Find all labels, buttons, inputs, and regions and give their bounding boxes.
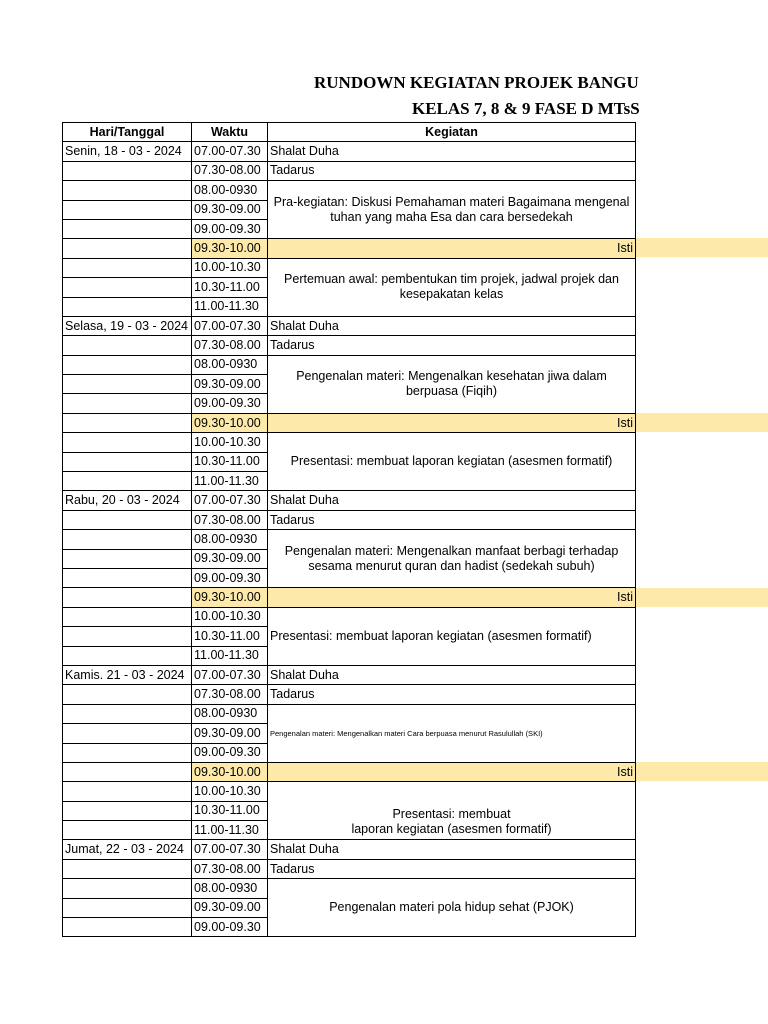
time-cell: 09.00-09.30 [192, 568, 268, 587]
time-cell: 08.00-0930 [192, 355, 268, 374]
day-empty [63, 568, 192, 587]
day-empty [63, 918, 192, 937]
time-cell: 07.30-08.00 [192, 859, 268, 878]
time-cell: 09.00-09.30 [192, 394, 268, 413]
time-cell: 09.30-09.00 [192, 724, 268, 743]
time-cell: 10.30-11.00 [192, 801, 268, 820]
table-row [63, 665, 636, 684]
day-empty [63, 588, 192, 607]
time-cell: 10.00-10.30 [192, 433, 268, 452]
day-empty [63, 646, 192, 665]
day-empty [63, 375, 192, 394]
activity-presentasi: Presentasi: membuat laporan kegiatan (asesmen formatif) [268, 607, 636, 665]
time-cell: 09.30-09.00 [192, 375, 268, 394]
time-cell: 11.00-11.30 [192, 821, 268, 840]
table-row [63, 316, 636, 335]
day-empty [63, 530, 192, 549]
activity-break: Isti [268, 588, 636, 607]
time-cell-break: 09.30-10.00 [192, 413, 268, 432]
day-empty [63, 297, 192, 316]
day-empty [63, 239, 192, 258]
activity-cell: Shalat Duha [268, 142, 636, 161]
time-cell: 10.30-11.00 [192, 627, 268, 646]
day-empty [63, 413, 192, 432]
day-empty [63, 724, 192, 743]
activity-cell: Tadarus [268, 685, 636, 704]
time-cell: 09.30-09.00 [192, 898, 268, 917]
activity-cell: Tadarus [268, 161, 636, 180]
table-row [63, 510, 636, 529]
time-cell: 10.30-11.00 [192, 278, 268, 297]
day-empty [63, 685, 192, 704]
activity-break: Isti [268, 762, 636, 781]
table-row [63, 530, 636, 549]
activity-cell: Tadarus [268, 510, 636, 529]
time-cell-break: 09.30-10.00 [192, 762, 268, 781]
day-empty [63, 278, 192, 297]
activity-materi: Pengenalan materi: Mengenalkan kesehatan jiwa dalam berpuasa (Fiqih) [268, 355, 636, 413]
day-empty [63, 821, 192, 840]
day-empty [63, 510, 192, 529]
table-row [63, 239, 636, 258]
time-cell: 07.30-08.00 [192, 510, 268, 529]
activity-materi: Pra-kegiatan: Diskusi Pemahaman materi Bagaimana mengenal tuhan yang maha Esa dan cara bersedekah [268, 181, 636, 239]
day-empty [63, 607, 192, 626]
day-date: Selasa, 19 - 03 - 2024 [63, 316, 192, 335]
table-row [63, 181, 636, 200]
table-row [63, 336, 636, 355]
activity-cell: Tadarus [268, 336, 636, 355]
day-empty [63, 859, 192, 878]
day-empty [63, 782, 192, 801]
time-cell: 07.00-07.30 [192, 316, 268, 335]
header-activity: Kegiatan [268, 123, 636, 142]
activity-cell: Shalat Duha [268, 665, 636, 684]
table-row [63, 142, 636, 161]
time-cell: 08.00-0930 [192, 879, 268, 898]
header-time: Waktu [192, 123, 268, 142]
day-empty [63, 472, 192, 491]
activity-presentasi: Pertemuan awal: pembentukan tim projek, jadwal projek dan kesepakatan kelas [268, 258, 636, 316]
table-row [63, 879, 636, 898]
activity-presentasi: Presentasi: membuat laporan kegiatan (asesmen formatif) [268, 433, 636, 491]
activity-cell: Shalat Duha [268, 840, 636, 859]
day-empty [63, 161, 192, 180]
time-cell: 11.00-11.30 [192, 297, 268, 316]
header-day: Hari/Tanggal [63, 123, 192, 142]
activity-cell: Tadarus [268, 859, 636, 878]
time-cell: 07.30-08.00 [192, 685, 268, 704]
day-empty [63, 452, 192, 471]
time-cell: 10.30-11.00 [192, 452, 268, 471]
presentasi-line-2: laporan kegiatan (asesmen formatif) [351, 822, 552, 837]
activity-break: Isti [268, 239, 636, 258]
table-row [63, 840, 636, 859]
activity-materi: Pengenalan materi: Mengenalkan materi Cara berpuasa menurut Rasulullah (SKI) [268, 704, 636, 762]
day-empty [63, 394, 192, 413]
time-cell: 11.00-11.30 [192, 472, 268, 491]
title-line-1: RUNDOWN KEGIATAN PROJEK BANGU [314, 73, 639, 92]
time-cell: 07.00-07.30 [192, 840, 268, 859]
table-header-row [63, 123, 636, 142]
day-date: Senin, 18 - 03 - 2024 [63, 142, 192, 161]
time-cell: 07.30-08.00 [192, 161, 268, 180]
activity-presentasi [268, 782, 636, 840]
time-cell: 09.00-09.30 [192, 918, 268, 937]
table-row [63, 355, 636, 374]
time-cell: 09.30-09.00 [192, 549, 268, 568]
table-row [63, 607, 636, 626]
day-empty [63, 336, 192, 355]
day-empty [63, 627, 192, 646]
table-row [63, 859, 636, 878]
activity-cell: Shalat Duha [268, 491, 636, 510]
title-line-2: KELAS 7, 8 & 9 FASE D MTsS [412, 99, 640, 118]
day-empty [63, 258, 192, 277]
time-cell: 09.00-09.30 [192, 219, 268, 238]
time-cell-break: 09.30-10.00 [192, 239, 268, 258]
day-empty [63, 355, 192, 374]
time-cell: 07.00-07.30 [192, 491, 268, 510]
time-cell: 10.00-10.30 [192, 607, 268, 626]
table-row [63, 413, 636, 432]
day-date: Kamis. 21 - 03 - 2024 [63, 665, 192, 684]
day-empty [63, 181, 192, 200]
table-row [63, 782, 636, 801]
table-row [63, 762, 636, 781]
time-cell: 10.00-10.30 [192, 782, 268, 801]
table-row [63, 588, 636, 607]
day-empty [63, 743, 192, 762]
activity-materi: Pengenalan materi: Mengenalkan manfaat berbagi terhadap sesama menurut quran dan hadist (sedekah subuh) [268, 530, 636, 588]
day-empty [63, 433, 192, 452]
day-empty [63, 704, 192, 723]
activity-break: Isti [268, 413, 636, 432]
activity-materi: Pengenalan materi pola hidup sehat (PJOK) [268, 879, 636, 937]
time-cell: 09.00-09.30 [192, 743, 268, 762]
table-row [63, 161, 636, 180]
time-cell: 09.30-09.00 [192, 200, 268, 219]
table-row [63, 491, 636, 510]
time-cell-break: 09.30-10.00 [192, 588, 268, 607]
time-cell: 08.00-0930 [192, 704, 268, 723]
day-date: Rabu, 20 - 03 - 2024 [63, 491, 192, 510]
day-empty [63, 898, 192, 917]
day-empty [63, 219, 192, 238]
day-empty [63, 762, 192, 781]
time-cell: 08.00-0930 [192, 181, 268, 200]
activity-cell: Shalat Duha [268, 316, 636, 335]
day-date: Jumat, 22 - 03 - 2024 [63, 840, 192, 859]
table-row [63, 685, 636, 704]
table-row [63, 704, 636, 723]
day-empty [63, 879, 192, 898]
time-cell: 07.00-07.30 [192, 142, 268, 161]
time-cell: 07.00-07.30 [192, 665, 268, 684]
time-cell: 07.30-08.00 [192, 336, 268, 355]
day-empty [63, 200, 192, 219]
presentasi-line-1: Presentasi: membuat [392, 807, 511, 822]
time-cell: 11.00-11.30 [192, 646, 268, 665]
time-cell: 10.00-10.30 [192, 258, 268, 277]
table-row [63, 258, 636, 277]
rundown-table [62, 122, 636, 937]
time-cell: 08.00-0930 [192, 530, 268, 549]
day-empty [63, 549, 192, 568]
day-empty [63, 801, 192, 820]
table-row [63, 433, 636, 452]
